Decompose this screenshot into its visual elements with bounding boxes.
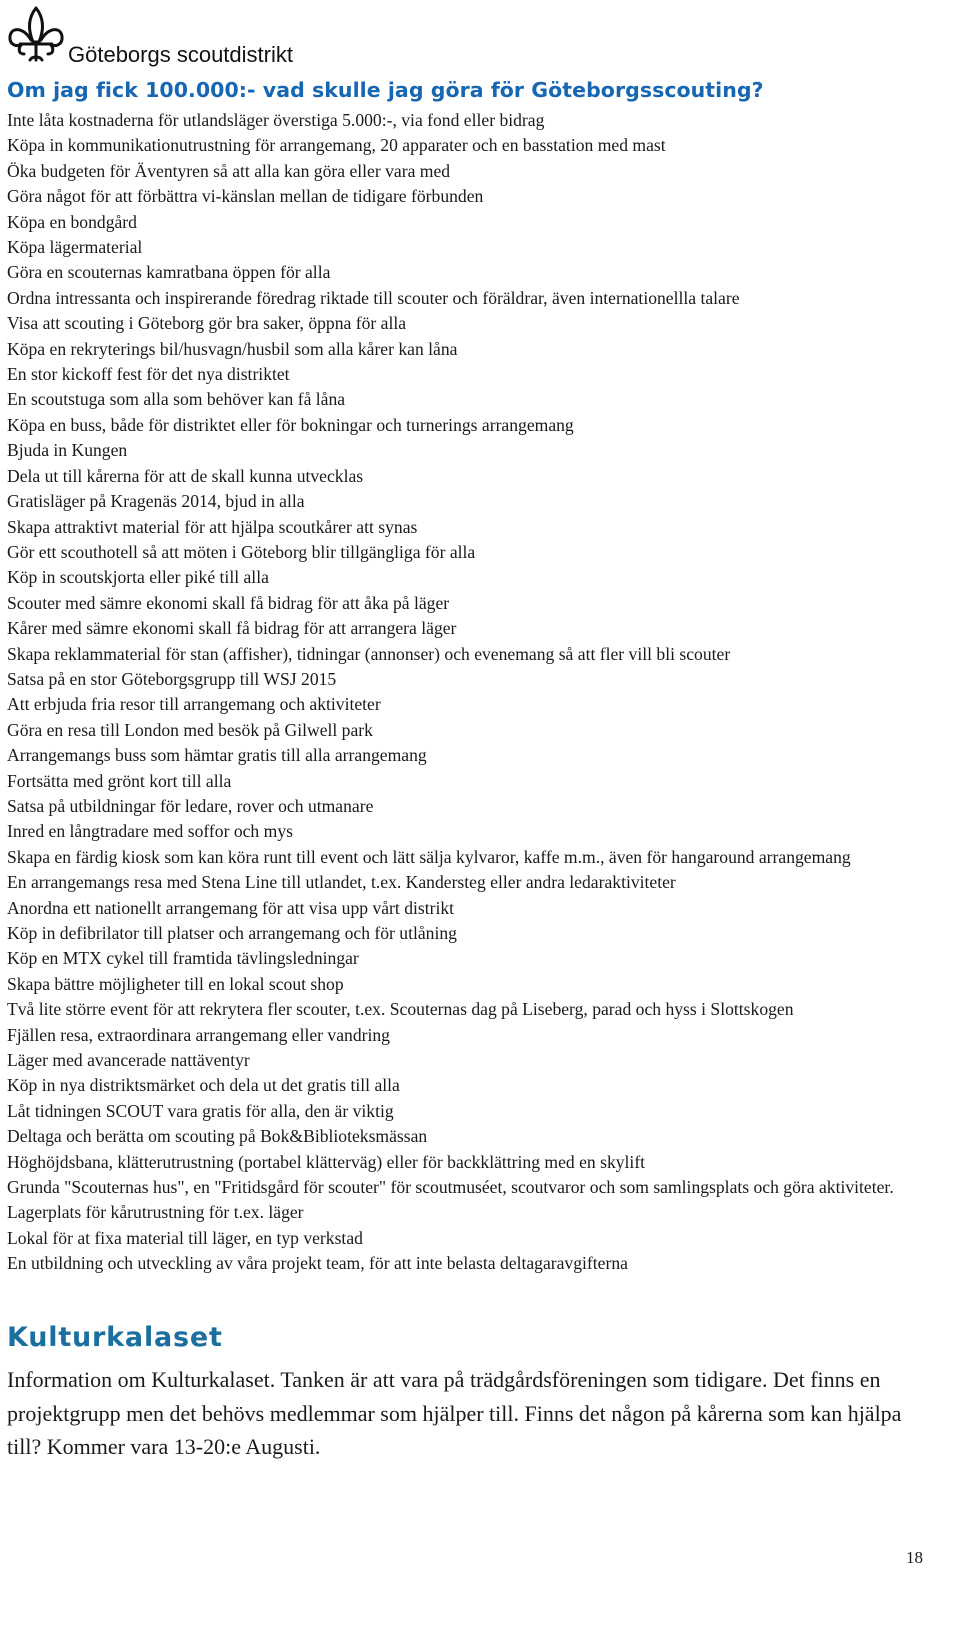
list-item: Satsa på en stor Göteborgsgrupp till WSJ 2015 [7,668,337,689]
list-item: Köp in defibrilator till platser och arrangemang och för utlåning [7,923,457,943]
list-item: Fjällen resa, extraordinara arrangemang eller vandring [7,1024,390,1045]
ideas-list [7,108,947,1277]
list-item: Fortsätta med grönt kort till alla [7,770,232,791]
list-item: Gör ett scouthotell så att möten i Göteborg blir tillgängliga för alla [7,541,476,562]
list-item: Två lite större event för att rekrytera fler scouter, t.ex. Scouternas dag på Liseberg, parad och hyss i Slottskogen [7,999,794,1020]
list-item: Göra något för att förbättra vi-känslan mellan de tidigare förbunden [7,186,484,207]
list-item: Köpa en buss, både för distriktet eller för bokningar och turnerings arrangemang [7,414,574,435]
list-item: Köpa en bondgård [7,211,137,232]
list-item: Skapa bättre möjligheter till en lokal scout shop [7,973,344,994]
list-item: Höghöjdsbana, klätterutrustning (portabel klätterväg) eller för backklättring med en skylift [7,1151,646,1172]
list-item: Bjuda in Kungen [7,440,128,461]
list-item: Skapa en färdig kiosk som kan köra runt till event och lätt sälja kylvaror, kaffe m.m., även för hangaround arrangemang [7,846,851,867]
list-item: En utbildning och utveckling av våra projekt team, för att inte belasta deltagaravgifterna [7,1253,628,1274]
list-item: Grunda "Scouternas hus", en "Fritidsgård för scouter" för scoutmuséet, scoutvaror och som samlingsplats och göra aktiviteter. [7,1177,894,1198]
list-item: Öka budgeten för Äventyren så att alla kan göra eller vara med [7,160,451,181]
list-item: Lokal för at fixa material till läger, en typ verkstad [7,1227,363,1248]
list-item: Köp in nya distriktsmärket och dela ut det gratis till alla [7,1075,400,1096]
list-item: En stor kickoff fest för det nya distriktet [7,364,290,385]
list-item: Visa att scouting i Göteborg gör bra saker, öppna för alla [7,313,407,334]
list-item: Kårer med sämre ekonomi skall få bidrag för att arrangera läger [7,618,457,639]
list-item: Köp in scoutskjorta eller piké till alla [7,567,269,588]
scout-lily-icon [6,4,66,66]
list-item: Dela ut till kårerna för att de skall kunna utvecklas [7,465,364,486]
list-item: Arrangemangs buss som hämtar gratis till alla arrangemang [7,745,427,766]
page-number: 18 [906,1548,923,1567]
page-header [6,2,293,66]
list-item: Ordna intressanta och inspirerande föredrag riktade till scouter och föräldrar, även internationellla talare [7,287,740,308]
list-item: Scouter med sämre ekonomi skall få bidrag för att åka på läger [7,592,450,613]
list-item: Göra en scouternas kamratbana öppen för alla [7,262,331,283]
list-item: En arrangemangs resa med Stena Line till utlandet, t.ex. Kandersteg eller andra ledaraktiviteter [7,872,676,893]
list-item: Lagerplats för kårutrustning för t.ex. läger [7,1202,304,1223]
list-item: En scoutstuga som alla som behöver kan få låna [7,389,346,410]
list-item: Köpa en rekryterings bil/husvagn/husbil som alla kårer kan låna [7,338,458,359]
list-item: Inred en långtradare med soffor och mys [7,821,293,842]
list-item: Köpa in kommunikationutrustning för arrangemang, 20 apparater och en basstation med mast [7,135,666,156]
list-item: Satsa på utbildningar för ledare, rover och utmanare [7,795,374,816]
list-item: Deltaga och berätta om scouting på Bok&Biblioteksmässan [7,1126,428,1147]
list-item: Skapa reklammaterial för stan (affisher), tidningar (annonser) och evenemang så att fler vill bli scouter [7,643,731,664]
list-item: Köpa lägermaterial [7,237,143,258]
kulturkalaset-paragraph: Information om Kulturkalaset. Tanken är att vara på trädgårdsföreningen som tidigare. Det finns en projektgrupp men det behövs medlemmar som hjälper till. Finns det någon på kårerna som kan hjälpa till? Kommer vara 13-20:e Augusti. [7,1367,902,1459]
list-item: Låt tidningen SCOUT vara gratis för alla, den är viktig [7,1100,394,1121]
list-item: Läger med avancerade nattäventyr [7,1050,250,1071]
section-title: Om jag fick 100.000:- vad skulle jag göra för Göteborgsscouting? [7,78,764,102]
kulturkalaset-title: Kulturkalaset [7,1322,223,1353]
list-item: Gratisläger på Kragenäs 2014, bjud in alla [7,491,305,512]
list-item: Att erbjuda fria resor till arrangemang och aktiviteter [7,694,381,715]
list-item: Anordna ett nationellt arrangemang för att visa upp vårt distrikt [7,897,455,918]
list-item: Inte låta kostnaderna för utlandsläger överstiga 5.000:-, via fond eller bidrag [7,110,545,130]
list-item: Skapa attraktivt material för att hjälpa scoutkårer att synas [7,516,418,537]
list-item: Göra en resa till London med besök på Gilwell park [7,719,373,740]
list-item: Köp en MTX cykel till framtida tävlingsledningar [7,948,359,969]
org-name: Göteborgs scoutdistrikt [68,42,293,67]
